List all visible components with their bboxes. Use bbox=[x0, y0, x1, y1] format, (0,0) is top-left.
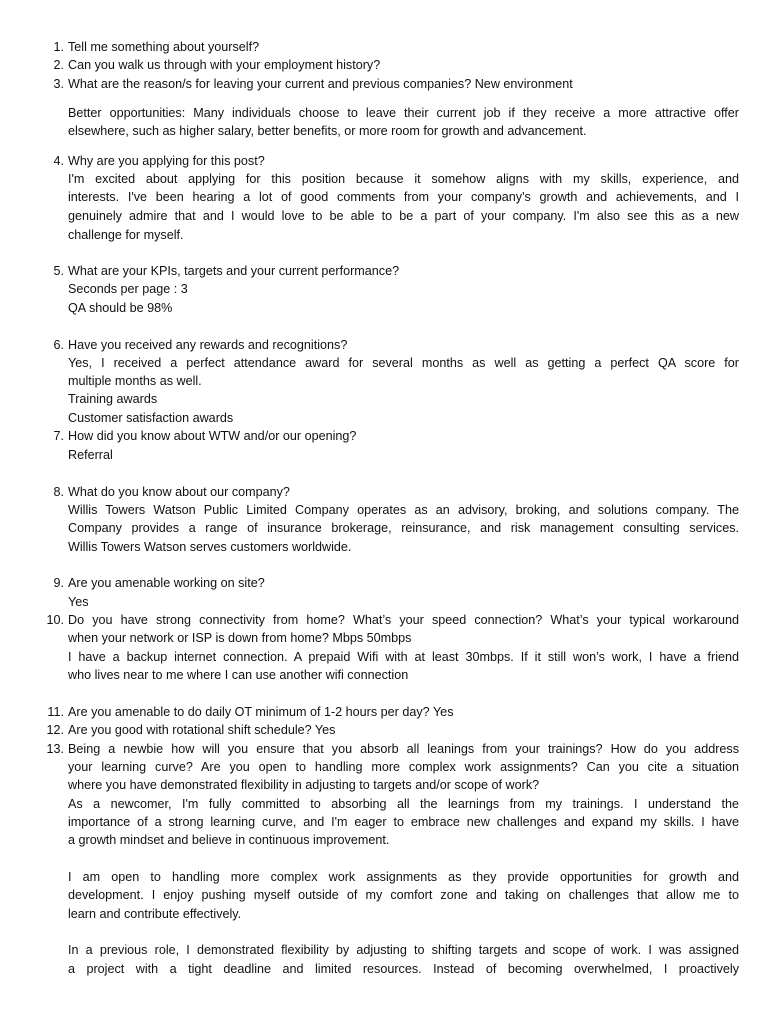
question-text: Tell me something about yourself? bbox=[68, 40, 260, 54]
item-number: 2. bbox=[53, 58, 64, 72]
question-text: Are you amenable to do daily OT minimum of 1-2 hours per day? Yes bbox=[68, 705, 454, 719]
answer-line: Better opportunities: Many individuals choose to leave their current job if they receive a more attractive offer bbox=[68, 106, 739, 120]
answer-line: elsewhere, such as higher salary, better benefits, or more room for growth and advancement. bbox=[68, 124, 587, 138]
answer-line: a project with a tight deadline and limited resources. Instead of becoming overwhelmed, I proactively bbox=[68, 962, 739, 976]
item-number: 3. bbox=[53, 77, 64, 91]
question-text: Do you have strong connectivity from home? What’s your speed connection? What’s your typical workaround bbox=[68, 613, 739, 627]
answer-line: Willis Towers Watson Public Limited Company operates as an advisory, broking, and solutions company. The bbox=[68, 503, 739, 517]
answer-line: importance of a strong learning curve, and I'm eager to embrace new challenges and expand my skills. I have bbox=[68, 815, 739, 829]
answer-line: As a newcomer, I'm fully committed to absorbing all the learnings from my trainings. I understand the bbox=[68, 797, 739, 811]
answer-line: I have a backup internet connection. A prepaid Wifi with at least 30mbps. If it still won’s work, I have a friend bbox=[68, 650, 739, 664]
answer-line: interests. I've been hearing a lot of good comments from your company's growth and achievements, and I bbox=[68, 190, 739, 204]
question-text: What do you know about our company? bbox=[68, 485, 290, 499]
answer-line: QA should be 98% bbox=[68, 301, 173, 315]
answer-line: who lives near to me where I can use another wifi connection bbox=[68, 668, 409, 682]
answer-line: development. I enjoy pushing myself outside of my comfort zone and taking on challenges that allow me to bbox=[68, 888, 739, 902]
item-number: 7. bbox=[53, 429, 64, 443]
question-text: Why are you applying for this post? bbox=[68, 154, 265, 168]
answer-line: Willis Towers Watson serves customers worldwide. bbox=[68, 540, 352, 554]
item-number: 1. bbox=[53, 40, 64, 54]
answer-line: genuinely admire that and I would love to be able to be a part of your company. I'm also see this as a new bbox=[68, 209, 739, 223]
question-text: when your network or ISP is down from home? Mbps 50mbps bbox=[68, 631, 412, 645]
item-number: 13. bbox=[46, 742, 64, 756]
question-text: your learning curve? Are you open to handling more complex work assignments? Can you cite a situation bbox=[68, 760, 739, 774]
item-number: 12. bbox=[46, 723, 64, 737]
question-text: What are the reason/s for leaving your current and previous companies? New environment bbox=[68, 77, 573, 91]
question-text: Being a newbie how will you ensure that you absorb all leanings from your trainings? How do you address bbox=[68, 742, 739, 756]
item-number: 11. bbox=[47, 705, 64, 719]
question-text: Can you walk us through with your employment history? bbox=[68, 58, 381, 72]
item-number: 5. bbox=[53, 264, 64, 278]
answer-line: I'm excited about applying for this position because it somehow aligns with my skills, experience, and bbox=[68, 172, 739, 186]
question-text: where you have demonstrated flexibility in adjusting to targets and/or scope of work? bbox=[68, 778, 540, 792]
item-number: 4. bbox=[53, 154, 64, 168]
answer-line: multiple months as well. bbox=[68, 374, 202, 388]
answer-line: Yes bbox=[68, 595, 89, 609]
question-text: Have you received any rewards and recognitions? bbox=[68, 338, 348, 352]
answer-line: In a previous role, I demonstrated flexibility by adjusting to shifting targets and scope of work. I was assigned bbox=[68, 943, 739, 957]
item-number: 6. bbox=[53, 338, 64, 352]
answer-line: Company provides a range of insurance brokerage, reinsurance, and risk management consulting services. bbox=[68, 521, 739, 535]
item-number: 9. bbox=[53, 576, 64, 590]
question-text: Are you amenable working on site? bbox=[68, 576, 265, 590]
answer-line: challenge for myself. bbox=[68, 228, 184, 242]
question-text: How did you know about WTW and/or our opening? bbox=[68, 429, 357, 443]
item-number: 8. bbox=[53, 485, 64, 499]
answer-line: I am open to handling more complex work assignments as they provide opportunities for growth and bbox=[68, 870, 739, 884]
answer-line: Yes, I received a perfect attendance award for several months as well as getting a perfect QA score for bbox=[68, 356, 739, 370]
answer-line: learn and contribute effectively. bbox=[68, 907, 242, 921]
question-text: Are you good with rotational shift schedule? Yes bbox=[68, 723, 336, 737]
question-text: What are your KPIs, targets and your current performance? bbox=[68, 264, 400, 278]
item-number: 10. bbox=[46, 613, 64, 627]
answer-line: Referral bbox=[68, 448, 113, 462]
answer-line: Seconds per page : 3 bbox=[68, 282, 188, 296]
answer-line: Customer satisfaction awards bbox=[68, 411, 234, 425]
answer-line: Training awards bbox=[68, 392, 158, 406]
answer-line: a growth mindset and believe in continuous improvement. bbox=[68, 833, 390, 847]
